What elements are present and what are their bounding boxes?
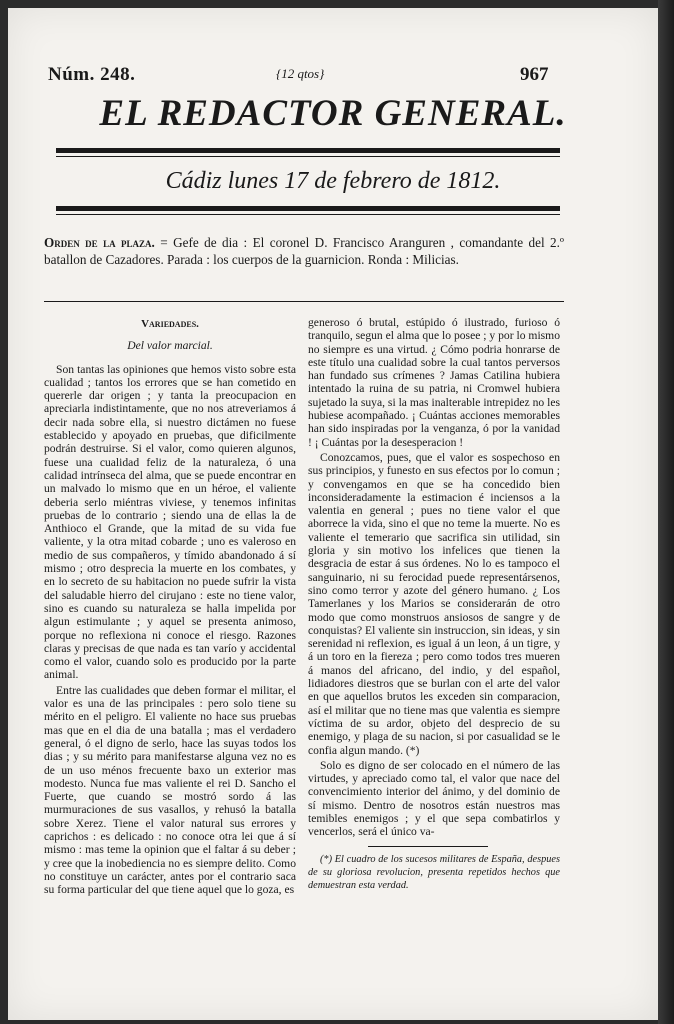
article-paragraph: Solo es digno de ser colocado en el número de las virtudes, y apreciado como tal, el valor que nace del convencimiento interior del ánimo, y del dominio de sí mismo. Dentro de nosotros están nuestros mas temibles enemigos ; y el que sepa combatirlos y vencerlos, será el único va- xyxy=(308,758,560,839)
article-column-right xyxy=(308,316,560,894)
column-rule xyxy=(44,301,564,302)
orden-de-la-plaza xyxy=(44,234,564,268)
article-column-left xyxy=(44,316,296,898)
edition-note: {12 qtos} xyxy=(276,66,325,81)
orden-label: Orden de la plaza. xyxy=(44,235,155,250)
footnote-rule xyxy=(368,846,488,847)
issue-date: Cádiz lunes 17 de febrero de 1812. xyxy=(165,168,501,194)
article-paragraph: Son tantas las opiniones que hemos visto sobre esta cualidad ; tantos los errores que se han cometido en quererle dar origen ; y tanta la preocupacion en apreciarla indistintamente, que no nos atreveriamos á decir nada sobre ella, si nuestro dictámen no fuese establecido y apoyado en pruebas, que dificilmente podrán destruirse. Si el valor, como quieren algunos, fuese una cualidad feliz de la naturaleza, ó una calidad intrínseca del alma, que se puede encontrar en un malvado lo mismo que en un héroe, el valiente deberia serlo miéntras viviese, y tenemos infinitas pruebas de lo contrario ; siendo una de ellas la de Anthioco el Grande, que la mitad de su vida fue valiente, y la otra mitad cobarde ; uno es valeroso en medio de sus compañeros, y tímido abandonado á sí mismo ; otro desprecia la muerte en los combates, y en lo secreto de su habitacion no puede sufrir la vista del saludable hierro del cirujano : este no tiene valor, sino es cuando su naturaleza se halla impelida por algun estimulante ; y aquel se presenta animoso, porque no reflexiona ni conoce el riesgo. Razones claras y precisas de que nada es tan varío y accidental como el valor, cuando solo es producido por la parte animal. xyxy=(44,362,296,682)
issue-number: Núm. 248. xyxy=(48,64,136,85)
masthead-rule-top xyxy=(56,148,560,153)
footnote: (*) El cuadro de los sucesos militares de España, despues de su gloriosa revolucion, presenta repetidos hechos que demuestran esta verdad. xyxy=(308,853,560,891)
section-heading: Variedades. xyxy=(141,318,199,330)
date-rule-bottom xyxy=(56,206,560,211)
date-rule-bottom-thin xyxy=(56,214,560,215)
page-number: 967 xyxy=(520,64,549,85)
article-paragraph: generoso ó brutal, estúpido ó ilustrado, furioso ó tranquilo, segun el alma que lo posee ; y por lo mismo no siempre es una virtud. ¿ Cómo podria honrarse de este título una cualidad sobre la cual tantos perversos han fundado sus crímenes ? Jamas Catilina hubiera intentado la ruina de su patria, ni Cromwel hubiera sujetado la suya, si la mas inalterable intrepidez no les hubiese acompañado. ¡ Cuántas acciones memorables han sido inspiradas por la venganza, ó por la vanidad ! ¡ Cuántas por la desesperacion ! xyxy=(308,316,560,449)
masthead-rule-top-thin xyxy=(56,156,560,157)
article-paragraph: Conozcamos, pues, que el valor es sospechoso en sus principios, y funesto en sus efectos por lo comun ; y convengamos en que se ha concedido bien inconsideradamente la estimacion é inciensos a la valentia en general ; pues no tiene valor el que aborrece la vida, sino el que no teme la muerte. No es valiente el temerario que sacrifica sin utilidad, sin gloria y sin motivo los infelices que tienen la desgracia de estar á sus órdenes. No lo es tampoco el sanguinario, ni su ferocidad puede representársenos, sino como terror y azote del género humano. ¿ Los Tamerlanes y los Marios se considerarán de otro modo que como monstruos ansiosos de sangre y de conquistas? El valiente sin instruccion, sin ideas, y sin serenidad ni reflexion, es igual á un leon, á un tigre, y á un toro en la fiereza ; pero como todos tres mueren á manos del africano, del indio, y del español, lidiadores diestros que se burlan con el arte del valor en que aquellos brutos les exceden sin comparacion, así el militar que no tiene mas que valentia es siempre víctima de su ardor, objeto del desprecio de su enemigo, y plaga de su nacion, si por casualidad se le confia algun mando. (*) xyxy=(308,450,560,757)
article-paragraph: Entre las cualidades que deben formar el militar, el valor es una de las principales : pero solo tiene su mérito en el peligro. El valiente no hace sus pruebas mas que en el dia de una batalla ; mas el verdadero general, ó el digno de serlo, hace las suyas todos los dias ; y su mérito para manifestarse alguna vez no es de un uso ménos frecuente baxo un exterior mas modesto. Nunca fue mas valiente el rei D. Sancho el Fuerte, que cuando se mostró sordo á las murmuraciones de sus vasallos, y rehusó la batalla sobre Xerez. Tiene el valor natural sus errores y caprichos : es delicado : no conoce otra lei que á sí mismo : mas teme la opinion que el faltar á su deber ; y cree que la inobediencia no es siempre delito. Como no constituye un carácter, antes por el contrario saca su forma particular del que tiene aquel que lo goza, es xyxy=(44,683,296,897)
newspaper-title: EL REDACTOR GENERAL. xyxy=(99,93,567,134)
article-subtitle: Del valor marcial. xyxy=(127,339,213,353)
orden-text: = Gefe de dia : El coronel D. Francisco Aranguren , comandante del 2.º batallon de Cazadores. Parada : los cuerpos de la guarnicion. Ronda : Milicias. xyxy=(44,235,565,267)
book-edge xyxy=(658,0,674,1024)
newspaper-page xyxy=(8,8,658,1020)
